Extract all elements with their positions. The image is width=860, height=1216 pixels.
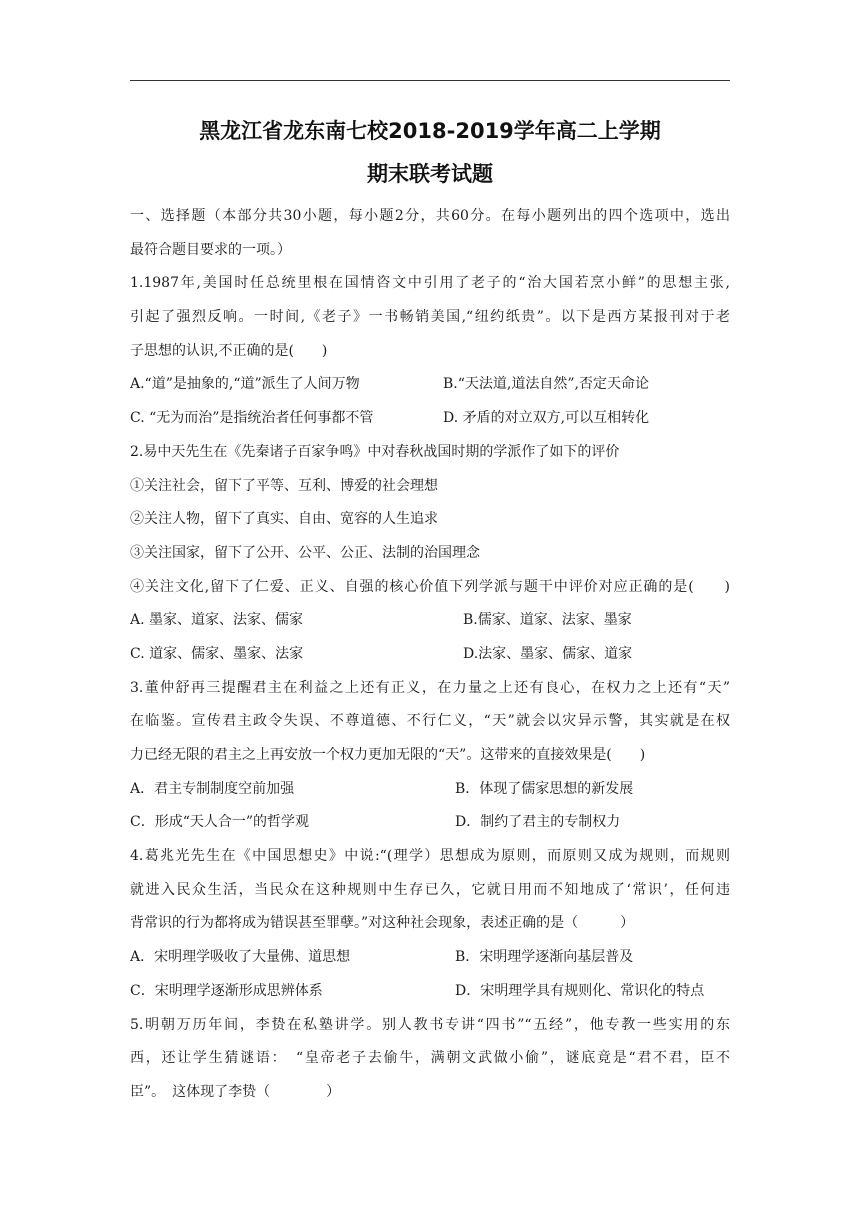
q4-option-c: C．宋明理学逐渐形成思辨体系 <box>130 982 323 999</box>
q1-options-row <box>130 402 730 436</box>
q1-stem: 引起了强烈反响。一时间,《老子》一书畅销美国,“纽约纸贵”。以下是西方某报刊对于老 <box>130 309 730 326</box>
q1-options-row <box>130 368 730 402</box>
q5-stem: 臣”。 这体现了李贽（ ） <box>130 1083 341 1100</box>
q4-stem: 就进入民众生活，当民众在这种规则中生存已久，它就日用而不知地成了‘常识’，任何违 <box>130 881 730 898</box>
q4-option-a: A．宋明理学吸收了大量佛、道思想 <box>130 949 351 966</box>
q1-stem: 子思想的认识,不正确的是( ) <box>130 342 328 359</box>
q2-option-b: B.儒家、道家、法家、墨家 <box>463 612 632 629</box>
q2-option-d: D.法家、墨家、儒家、道家 <box>463 645 633 662</box>
q2-options-row <box>130 638 730 672</box>
q4-option-b: B．宋明理学逐渐向基层普及 <box>455 949 634 966</box>
q2-item: ③关注国家，留下了公开、公平、公正、法制的治国理念 <box>130 544 480 561</box>
header-rule <box>130 80 730 81</box>
section-heading-cont: 最符合题目要求的一项。） <box>130 241 291 258</box>
q2-option-c: C. 道家、儒家、墨家、法家 <box>130 645 304 662</box>
q3-option-b: B．体现了儒家思想的新发展 <box>455 780 634 797</box>
q1-option-a: A.“道”是抽象的,“道”派生了人间万物 <box>130 376 360 393</box>
q2-item: ④关注文化,留下了仁爱、正义、自强的核心价值下列学派与题干中评价对应正确的是( ) <box>130 578 730 595</box>
q1-option-d: D. 矛盾的对立双方,可以互相转化 <box>443 410 650 427</box>
q1-option-b: B.“天法道,道法自然”,否定天命论 <box>443 376 649 393</box>
document-body <box>130 200 730 1110</box>
q3-options-row <box>130 806 730 840</box>
q1-option-c: C. “无为而治”是指统治者任何事都不管 <box>130 410 374 427</box>
document-title: 黑龙江省龙东南七校2018-2019学年高二上学期 <box>199 119 661 143</box>
q2-option-a: A. 墨家、道家、法家、儒家 <box>130 612 304 629</box>
document-subtitle: 期末联考试题 <box>367 162 493 186</box>
q4-stem: 背常识的行为都将成为错误甚至罪孽。”对这种社会现象，表述正确的是（ ） <box>130 915 635 932</box>
q3-stem: 在临鉴。宣传君主政令失误、不尊道德、不行仁义，“天”就会以灾异示警，其实就是在权 <box>130 713 730 730</box>
section-heading: 一、选择题（本部分共30小题，每小题2分，共60分。在每小题列出的四个选项中，选出 <box>130 208 730 224</box>
q2-item: ①关注社会，留下了平等、互利、博爱的社会理想 <box>130 477 438 494</box>
q2-stem: 2.易中天先生在《先秦诸子百家争鸣》中对春秋战国时期的学派作了如下的评价 <box>130 443 620 460</box>
q5-stem: 西，还让学生猜谜语： “皇帝老子去偷牛，满朝文武做小偷”，谜底竟是“君不君，臣不 <box>130 1050 730 1067</box>
q4-stem: 4.葛兆光先生在《中国思想史》中说:“(理学）思想成为原则，而原则又成为规则，而规则 <box>130 848 730 865</box>
q2-options-row <box>130 604 730 638</box>
q5-stem: 5.明朝万历年间，李贽在私塾讲学。别人教书专讲“四书”“五经”，他专教一些实用的东 <box>130 1016 730 1033</box>
q1-stem: 1.1987年,美国时任总统里根在国情咨文中引用了老子的“治大国若烹小鲜”的思想主张, <box>130 275 730 292</box>
q4-options-row <box>130 975 730 1009</box>
q3-option-d: D．制约了君主的专制权力 <box>455 814 621 831</box>
q3-option-a: A．君主专制制度空前加强 <box>130 780 295 797</box>
q2-item: ②关注人物，留下了真实、自由、宽容的人生追求 <box>130 511 438 528</box>
q3-stem: 力已经无限的君主之上再安放一个权力更加无限的“天”。这带来的直接效果是( ) <box>130 747 646 763</box>
q3-option-c: C．形成“天人合一”的哲学观 <box>130 814 310 831</box>
q4-option-d: D．宋明理学具有规则化、常识化的特点 <box>455 982 705 999</box>
q3-stem: 3.董仲舒再三提醒君主在利益之上还有正义，在力量之上还有良心，在权力之上还有“天” <box>130 679 730 696</box>
q3-options-row <box>130 773 730 807</box>
q4-options-row <box>130 941 730 975</box>
